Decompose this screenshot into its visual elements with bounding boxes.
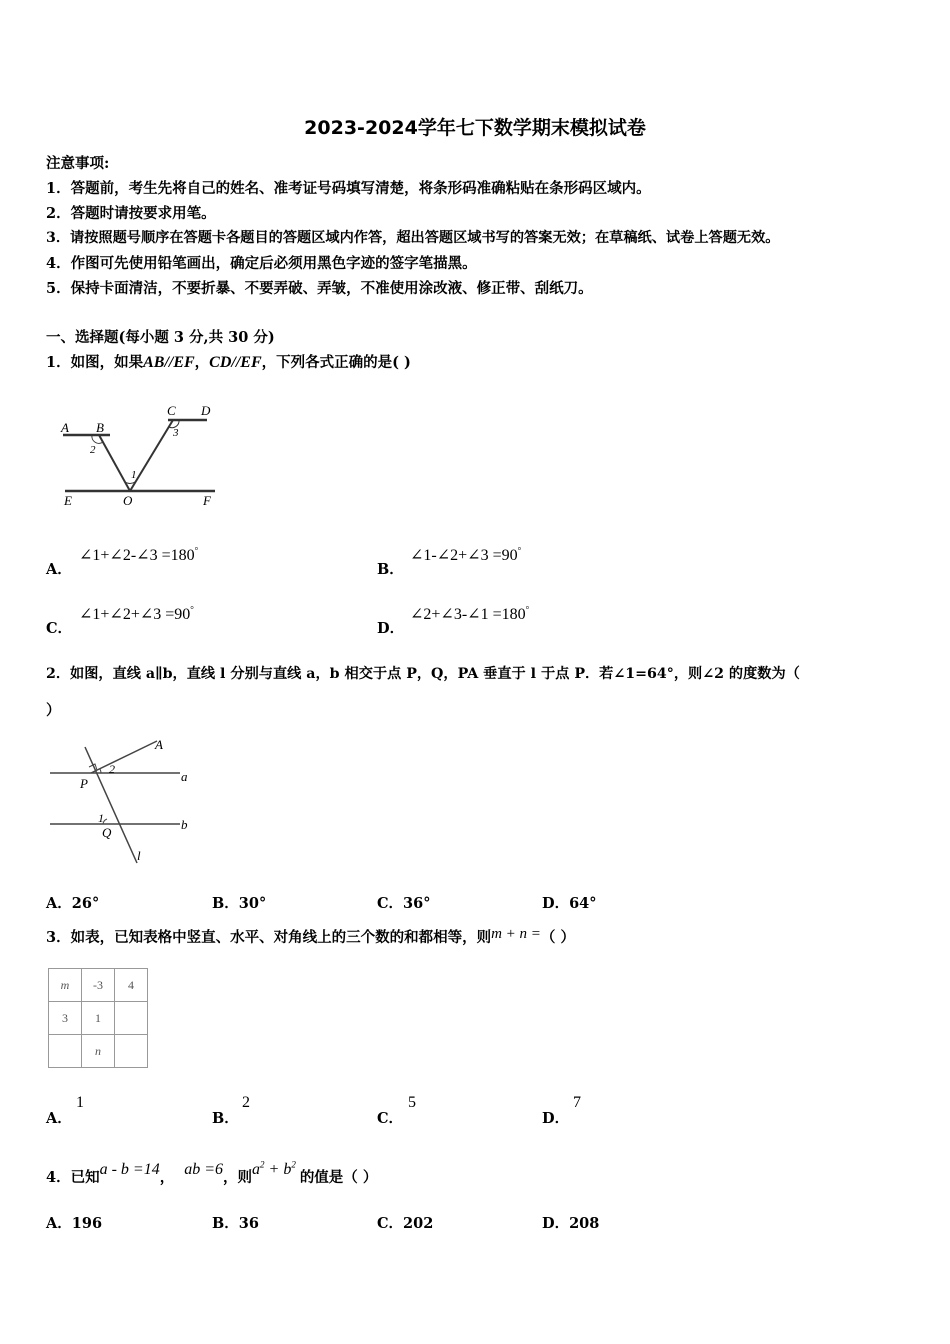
q2-option-c[interactable] xyxy=(377,892,430,913)
table-row xyxy=(49,969,148,1002)
right-angle-mark xyxy=(89,764,97,770)
q2-option-b[interactable] xyxy=(212,892,266,913)
label-angle-1: 1 xyxy=(131,469,137,481)
option-letter: D． xyxy=(377,620,405,637)
degree-mark: ° xyxy=(525,604,530,615)
option-letter: D． xyxy=(542,1110,570,1127)
table-cell: 4 xyxy=(115,969,148,1002)
option-value: 30° xyxy=(238,895,267,912)
label-line-a: a xyxy=(181,769,188,784)
option-value: 36 xyxy=(238,1215,259,1232)
label-d: D xyxy=(201,403,211,418)
q4-option-b[interactable] xyxy=(212,1212,259,1233)
q4-expr2: ab =6 xyxy=(184,1161,224,1178)
q4-prefix: 4．已知 xyxy=(46,1169,100,1186)
degree-mark: ° xyxy=(194,545,199,556)
q4-expr3 xyxy=(252,1161,296,1178)
angle-1-arc xyxy=(125,482,135,483)
option-expr: ∠1+∠2+∠3 =90 xyxy=(79,606,191,623)
q3-prefix: 3．如表，已知表格中竖直、水平、对角线上的三个数的和都相等，则 xyxy=(46,929,492,946)
option-letter: B． xyxy=(377,561,404,578)
table-cell: m xyxy=(49,969,82,1002)
label-angle-1: 1 xyxy=(98,811,104,825)
option-letter: C． xyxy=(46,620,73,637)
option-expr: ∠1-∠2+∠3 =90 xyxy=(410,547,518,564)
degree-mark: ° xyxy=(190,604,194,615)
option-letter: D． xyxy=(542,895,570,912)
q1-figure xyxy=(55,398,225,513)
table-cell: n xyxy=(82,1035,115,1068)
label-l: l xyxy=(137,848,141,863)
label-a: A xyxy=(61,420,69,435)
option-value: 196 xyxy=(71,1215,103,1232)
table-cell: 3 xyxy=(49,1002,82,1035)
ray-pa xyxy=(91,741,157,773)
label-o: O xyxy=(123,493,133,508)
notice-heading: 注意事项: xyxy=(46,155,110,172)
q3-paren: （ ） xyxy=(540,929,575,946)
q2-option-a[interactable] xyxy=(46,892,99,913)
q1-suffix: ，下列各式正确的是( ) xyxy=(261,354,411,371)
page-title: 2023-2024学年七下数学期末模拟试卷 xyxy=(304,117,646,139)
label-line-b: b xyxy=(181,817,188,832)
option-letter: C． xyxy=(377,895,404,912)
table-cell xyxy=(49,1035,82,1068)
q3-option-d-value: 7 xyxy=(573,1094,581,1111)
degree-mark: ° xyxy=(517,545,522,556)
q1-option-d[interactable] xyxy=(377,617,404,638)
option-letter: C． xyxy=(377,1215,404,1232)
notice-item: 3．请按照题号顺序在答题卡各题目的答题区域内作答，超出答题区域书写的答案无效；在草稿纸、试卷上答题无效。 xyxy=(46,230,780,246)
question-3-text xyxy=(46,926,575,947)
option-letter: A． xyxy=(46,1110,72,1127)
q2-figure xyxy=(45,733,205,868)
option-value: 26° xyxy=(71,895,100,912)
q4-sep2: ，则 xyxy=(223,1169,253,1186)
label-q: Q xyxy=(102,825,112,840)
exponent: 2 xyxy=(260,1159,265,1170)
q1-option-b-expr xyxy=(410,545,521,565)
option-letter: A． xyxy=(46,895,72,912)
expr-part: a xyxy=(252,1161,261,1178)
q4-option-d[interactable] xyxy=(542,1212,599,1233)
q3-option-b-value: 2 xyxy=(242,1094,250,1111)
expr-part: + b xyxy=(264,1161,292,1178)
option-value: 36° xyxy=(403,895,431,912)
q1-option-d-expr xyxy=(410,604,529,624)
label-a-point: A xyxy=(155,737,163,752)
q1-option-a[interactable] xyxy=(46,558,72,579)
q1-option-c[interactable] xyxy=(46,617,72,638)
table-row xyxy=(49,1035,148,1068)
question-1-text xyxy=(46,351,411,372)
table-cell xyxy=(115,1002,148,1035)
notice-item: 5．保持卡面清洁，不要折暴、不要弄破、弄皱，不准使用涂改液、修正带、刮纸刀。 xyxy=(46,280,593,297)
q3-option-c-value: 5 xyxy=(408,1094,416,1111)
option-letter: A． xyxy=(46,1215,72,1232)
q3-expr: m + n = xyxy=(491,926,541,942)
q4-expr1: a - b =14 xyxy=(99,1161,160,1178)
q1-sep: ， xyxy=(194,354,210,371)
q1-option-c-expr xyxy=(79,604,194,624)
q4-option-c[interactable] xyxy=(377,1212,433,1233)
option-letter: D． xyxy=(542,1215,570,1232)
q3-option-a-value: 1 xyxy=(76,1094,84,1111)
option-value: 208 xyxy=(569,1215,600,1232)
table-cell: -3 xyxy=(82,969,115,1002)
option-value: 64° xyxy=(569,895,597,912)
q3-option-c[interactable] xyxy=(377,1107,403,1128)
q3-magic-table xyxy=(48,968,148,1068)
q2-option-d[interactable] xyxy=(542,892,597,913)
q3-option-a[interactable] xyxy=(46,1107,72,1128)
option-expr: ∠1+∠2-∠3 =180 xyxy=(79,547,195,564)
q3-option-d[interactable] xyxy=(542,1107,569,1128)
option-expr: ∠2+∠3-∠1 =180 xyxy=(410,606,526,623)
label-c: C xyxy=(167,403,176,418)
option-value: 202 xyxy=(403,1215,434,1232)
q4-sep1: ， xyxy=(159,1169,175,1186)
table-cell: 1 xyxy=(82,1002,115,1035)
option-letter: B． xyxy=(212,1215,239,1232)
q4-suffix: 的值是（ ） xyxy=(299,1169,378,1186)
q4-option-a[interactable] xyxy=(46,1212,102,1233)
label-b: B xyxy=(96,420,104,435)
option-letter: B． xyxy=(212,1110,239,1127)
q3-option-b[interactable] xyxy=(212,1107,239,1128)
q1-option-b[interactable] xyxy=(377,558,404,579)
label-angle-2: 2 xyxy=(90,444,96,456)
q1-prefix: 1．如图，如果 xyxy=(46,354,144,371)
table-cell xyxy=(115,1035,148,1068)
question-2-text: 2．如图，直线 a∥b，直线 l 分别与直线 a，b 相交于点 P，Q，PA 垂直于 l 于点 P．若∠1=64°，则∠2 的度数为（ xyxy=(46,666,800,682)
label-e: E xyxy=(64,493,72,508)
notice-item: 1．答题前，考生先将自己的姓名、准考证号码填写清楚，将条形码准确粘贴在条形码区域内。 xyxy=(46,180,651,197)
label-f: F xyxy=(203,493,211,508)
label-p: P xyxy=(80,776,88,791)
exponent: 2 xyxy=(291,1159,296,1170)
q1-option-a-expr xyxy=(79,545,198,565)
option-letter: B． xyxy=(212,895,239,912)
q1-cond2: CD//EF xyxy=(209,354,262,371)
notice-item: 2．答题时请按要求用笔。 xyxy=(46,205,216,222)
q1-cond1: AB//EF xyxy=(143,354,195,371)
option-letter: A． xyxy=(46,561,72,578)
question-4-text xyxy=(46,1159,378,1187)
question-2-text-end: ） xyxy=(46,702,61,719)
table-row xyxy=(49,1002,148,1035)
label-angle-3: 3 xyxy=(173,427,179,439)
notice-item: 4．作图可先使用铅笔画出，确定后必须用黑色字迹的签字笔描黑。 xyxy=(46,255,477,272)
section-heading: 一、选择题(每小题 3 分,共 30 分) xyxy=(46,329,275,346)
label-angle-2: 2 xyxy=(109,762,115,776)
option-letter: C． xyxy=(377,1110,404,1127)
